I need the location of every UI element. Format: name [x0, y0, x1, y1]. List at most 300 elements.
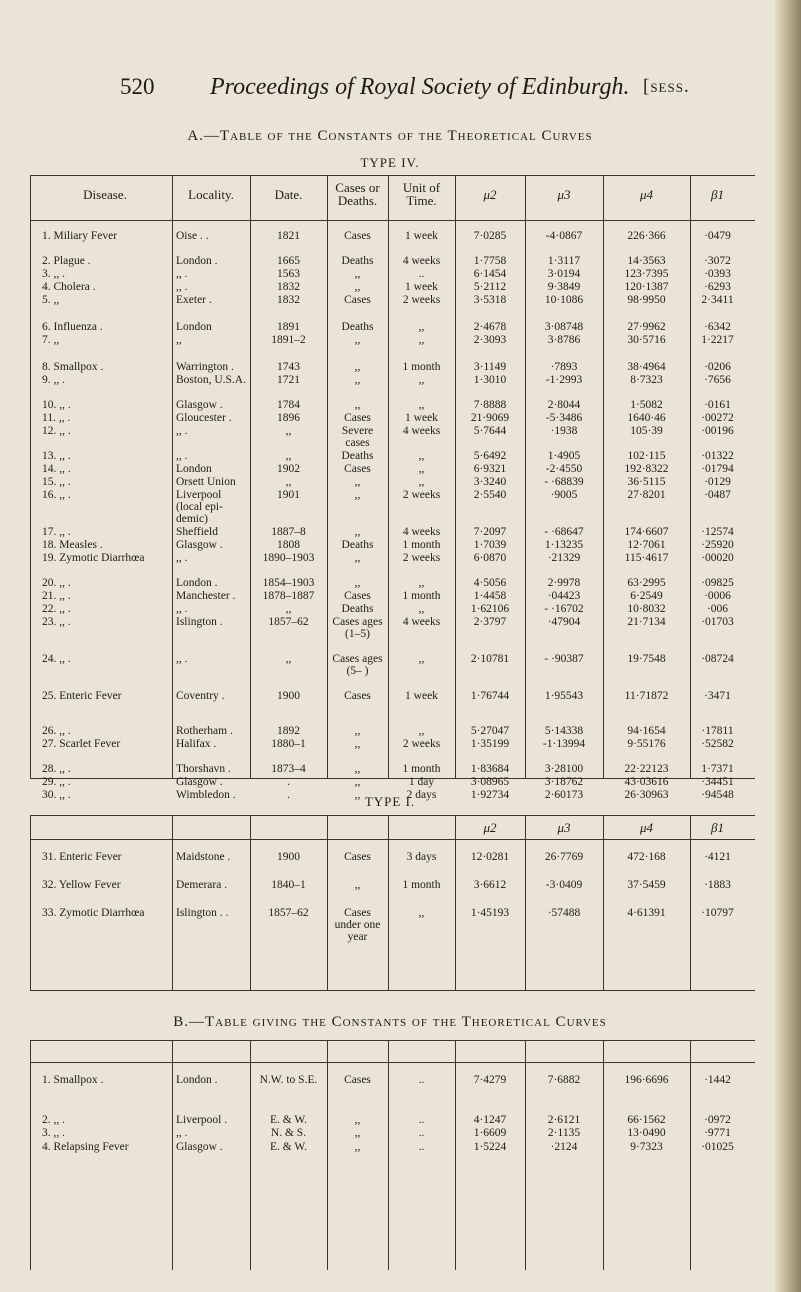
table-cell: 2·1135 — [547, 1127, 581, 1139]
table-cell: ,, — [354, 879, 361, 891]
table-cell: 21·7134 — [627, 616, 666, 628]
table-cell: Gloucester . — [176, 412, 232, 424]
table-cell: 10·8032 — [627, 603, 666, 615]
table-cell: 2·3093 — [473, 334, 507, 346]
column-rule — [388, 815, 389, 990]
table-cell: 1·2217 — [701, 334, 734, 346]
table-cell: 2·4678 — [473, 321, 507, 333]
table-cell: Cases — [344, 230, 371, 242]
table-a2-subtitle: TYPE I. — [364, 794, 416, 809]
table-cell: 9·3849 — [547, 281, 581, 293]
table-cell: Deaths — [341, 450, 374, 462]
table-cell: ,, — [354, 476, 361, 488]
table-cell: 66·1562 — [627, 1114, 666, 1126]
table-cell: 1900 — [277, 690, 300, 702]
table-cell: 174·6607 — [624, 526, 669, 538]
row-rule — [30, 1062, 755, 1063]
column-rule — [250, 175, 251, 778]
table-cell: Glasgow . — [176, 1141, 223, 1153]
table-cell: .. — [418, 1127, 425, 1139]
table-cell: 7·8888 — [473, 399, 507, 411]
table-cell: 2·60173 — [544, 789, 584, 801]
table-cell: ·57488 — [547, 907, 581, 919]
table-cell: 12·7061 — [627, 539, 666, 551]
table-cell: ·0393 — [704, 268, 731, 280]
table-cell: 1·7758 — [473, 255, 507, 267]
table-cell: ,, — [354, 577, 361, 589]
table-cell: 22·22123 — [624, 763, 669, 775]
table-cell: ·00196 — [701, 425, 734, 437]
table-cell: ·0487 — [704, 489, 731, 501]
column-rule — [30, 815, 31, 990]
table-cell: Demerara . — [176, 879, 228, 891]
table-cell: ·10797 — [701, 907, 734, 919]
table-cell: - ·68839 — [544, 476, 584, 488]
table-cell: 19·7548 — [627, 653, 666, 665]
table-cell: Oise . . — [176, 230, 209, 242]
table-cell: ,, — [354, 399, 361, 411]
table-cell: ,, — [354, 361, 361, 373]
row-rule — [30, 990, 755, 991]
table-cell: 1878–1887 — [262, 590, 315, 602]
table-cell: 2·3411 — [701, 294, 734, 306]
table-cell: 2·9978 — [547, 577, 581, 589]
table-cell: ·1442 — [704, 1074, 731, 1086]
table-cell: ,, — [418, 321, 425, 333]
table-cell: ·4121 — [704, 851, 731, 863]
table-cell: 3·6612 — [473, 879, 507, 891]
table-cell: ,, — [354, 725, 361, 737]
table-cell: 11·71872 — [624, 690, 669, 702]
table-cell: ,, — [418, 463, 425, 475]
table-cell: .. — [418, 1114, 425, 1126]
table-cell: 25. Enteric Fever — [42, 690, 122, 702]
table-cell: ·25920 — [701, 539, 734, 551]
running-title: Proceedings of Royal Society of Edinburgh. — [210, 74, 630, 100]
table-cell: 4·61391 — [627, 907, 666, 919]
table-cell: 1·3117 — [547, 255, 581, 267]
table-cell: 123·7395 — [624, 268, 669, 280]
table-cell: ·09825 — [701, 577, 734, 589]
table-cell: 36·5115 — [627, 476, 666, 488]
table-cell: 8·7323 — [630, 374, 663, 386]
table-cell: ,, — [418, 653, 425, 665]
table-cell: 1·83684 — [470, 763, 510, 775]
table-cell: London . — [176, 255, 218, 267]
table-cell: Deaths — [341, 255, 374, 267]
table-cell: 1890–1903 — [262, 552, 315, 564]
table-cell: 1665 — [277, 255, 300, 267]
table-cell: 1 month — [402, 361, 441, 373]
table-cell: Orsett Union — [176, 476, 236, 488]
table-cell: 4 weeks — [402, 526, 441, 538]
table-cell: 1854–1903 — [262, 577, 315, 589]
table-cell: .. — [418, 268, 425, 280]
table-cell: ·1938 — [550, 425, 578, 437]
table-cell: 2 weeks — [402, 489, 441, 501]
table-cell: ,, — [354, 268, 361, 280]
table-cell: 20. ,, . — [42, 577, 71, 589]
table-cell: 1 month — [402, 590, 441, 602]
table-cell: 4. Relapsing Fever — [42, 1141, 129, 1153]
table-cell: Cases — [344, 690, 371, 702]
table-cell: 102·115 — [627, 450, 666, 462]
table-cell: 7·6882 — [547, 1074, 581, 1086]
table-cell: 16. ,, . — [42, 489, 71, 501]
table-cell: 2. ,, . — [42, 1114, 65, 1126]
table-cell: ·34451 — [701, 776, 734, 788]
table-cell: ·00020 — [701, 552, 734, 564]
table-cell: 21. ,, . — [42, 590, 71, 602]
row-rule — [30, 815, 755, 816]
table-cell: 98·9950 — [627, 294, 666, 306]
column-rule — [250, 815, 251, 990]
table-cell: 3·0194 — [547, 268, 581, 280]
column-rule — [327, 175, 328, 778]
page-number: 520 — [120, 74, 155, 99]
table-cell: 1832 — [277, 294, 300, 306]
table-cell: 18. Measles . — [42, 539, 103, 551]
table-cell: 4 weeks — [402, 255, 441, 267]
table-cell: 1743 — [277, 361, 300, 373]
table-cell: Deaths — [341, 603, 374, 615]
table-cell: 3·1149 — [473, 361, 507, 373]
table-cell: 7·4279 — [473, 1074, 507, 1086]
column-header: Cases or Deaths. — [335, 180, 380, 208]
table-cell: 7·0285 — [473, 230, 507, 242]
table-cell: Exeter . — [176, 294, 212, 306]
table-cell: ,, — [418, 374, 425, 386]
table-cell: 32. Yellow Fever — [42, 879, 121, 891]
table-cell: ·3471 — [704, 690, 731, 702]
table-cell: Sheffield — [176, 526, 218, 538]
table-cell: - ·90387 — [544, 653, 584, 665]
column-rule — [525, 1040, 526, 1270]
table-cell: ,, . — [176, 268, 188, 280]
column-rule — [172, 1040, 173, 1270]
table-cell: 17. ,, . — [42, 526, 71, 538]
column-header: β1 — [711, 820, 724, 835]
table-cell: Cases under one year — [334, 907, 381, 943]
table-cell: ·94548 — [701, 789, 734, 801]
page-edge-shadow — [775, 0, 801, 1292]
table-cell: Cases ages (1–5) — [332, 616, 383, 640]
table-cell: 1784 — [277, 399, 300, 411]
table-cell: ·0479 — [704, 230, 731, 242]
table-cell: 13. ,, . — [42, 450, 71, 462]
table-cell: . — [287, 789, 290, 801]
table-cell: 5·6492 — [473, 450, 507, 462]
table-cell: 1902 — [277, 463, 300, 475]
table-cell: 30. ,, . — [42, 789, 71, 801]
table-a-subtitle: TYPE IV. — [360, 155, 420, 170]
table-cell: 27. Scarlet Fever — [42, 738, 121, 750]
table-cell: 1640·46 — [627, 412, 666, 424]
table-cell: 1 day — [408, 776, 435, 788]
table-cell: 10·1086 — [544, 294, 584, 306]
table-cell: ·6293 — [704, 281, 731, 293]
table-cell: 14·3563 — [627, 255, 666, 267]
table-cell: 1808 — [277, 539, 300, 551]
table-cell: Cases — [344, 412, 371, 424]
table-cell: Severe cases — [341, 425, 374, 449]
table-cell: ,, — [354, 738, 361, 750]
table-cell: 1891–2 — [271, 334, 306, 346]
table-cell: ,, — [354, 1114, 361, 1126]
table-cell: 2 weeks — [402, 738, 441, 750]
table-cell: Warrington . — [176, 361, 234, 373]
table-cell: London — [176, 463, 212, 475]
table-cell: ·12574 — [701, 526, 734, 538]
table-cell: 1·3010 — [473, 374, 507, 386]
table-cell: Cases ages (5– ) — [332, 653, 383, 677]
table-cell: 37·5459 — [627, 879, 666, 891]
table-cell: 28. ,, . — [42, 763, 71, 775]
table-cell: 43·03616 — [624, 776, 669, 788]
table-cell: ,, — [285, 653, 292, 665]
table-cell: ·006 — [706, 603, 729, 615]
table-cell: 1887–8 — [271, 526, 306, 538]
table-cell: N.W. to S.E. — [259, 1074, 318, 1086]
table-cell: 3·28100 — [544, 763, 584, 775]
table-cell: ·01322 — [701, 450, 734, 462]
table-cell: -2·4550 — [545, 463, 583, 475]
table-cell: 26·7769 — [544, 851, 584, 863]
table-cell: 94·1654 — [627, 725, 666, 737]
table-cell: 38·4964 — [627, 361, 666, 373]
column-rule — [172, 175, 173, 778]
table-cell: 3·08748 — [544, 321, 584, 333]
table-cell: ,, — [418, 334, 425, 346]
table-cell: 30·5716 — [627, 334, 666, 346]
table-cell: . — [287, 776, 290, 788]
table-cell: 19. Zymotic Diarrhœa — [42, 552, 145, 564]
table-cell: 5·27047 — [470, 725, 510, 737]
table-cell: 1. Miliary Fever — [42, 230, 118, 242]
table-cell: 7. ,, — [42, 334, 60, 346]
table-cell: 4. Cholera . — [42, 281, 96, 293]
table-cell: 2·6121 — [547, 1114, 581, 1126]
table-cell: ·08724 — [701, 653, 734, 665]
table-cell: Deaths — [341, 539, 374, 551]
column-rule — [603, 175, 604, 778]
table-cell: Glasgow . — [176, 399, 223, 411]
table-cell: 4·1247 — [473, 1114, 507, 1126]
table-cell: 5. ,, — [42, 294, 60, 306]
table-cell: 1·45193 — [470, 907, 510, 919]
table-cell: 1·62106 — [470, 603, 510, 615]
table-cell: 9. ,, . — [42, 374, 65, 386]
column-header: β1 — [711, 187, 724, 202]
table-cell: 2 days — [406, 789, 437, 801]
table-cell: 8. Smallpox . — [42, 361, 104, 373]
table-cell: ·7893 — [550, 361, 578, 373]
table-cell: 1901 — [277, 489, 300, 501]
table-cell: Coventry . — [176, 690, 225, 702]
table-cell: 3·3240 — [473, 476, 507, 488]
table-cell: 4·5056 — [473, 577, 507, 589]
column-rule — [603, 1040, 604, 1270]
table-cell: ·01703 — [701, 616, 734, 628]
table-cell: 1 week — [405, 281, 438, 293]
table-cell: ,, . — [176, 603, 188, 615]
table-cell: 9·7323 — [630, 1141, 663, 1153]
table-cell: 3·08965 — [470, 776, 510, 788]
row-rule — [30, 1040, 755, 1041]
table-cell: ,, — [354, 281, 361, 293]
table-cell: 5·2112 — [473, 281, 507, 293]
table-cell: 1·13235 — [544, 539, 584, 551]
table-cell: 6. Influenza . — [42, 321, 103, 333]
table-cell: 1·7371 — [701, 763, 734, 775]
table-cell: 13·0490 — [627, 1127, 666, 1139]
table-cell: ·3072 — [704, 255, 731, 267]
table-cell: 1892 — [277, 725, 300, 737]
table-cell: ,, — [354, 526, 361, 538]
table-cell: 31. Enteric Fever — [42, 851, 122, 863]
table-cell: .. — [418, 1141, 425, 1153]
table-cell: 12·0281 — [470, 851, 510, 863]
table-cell: 1 month — [402, 879, 441, 891]
table-cell: -1·13994 — [542, 738, 586, 750]
table-cell: 1·4905 — [547, 450, 581, 462]
table-cell: Liverpool . — [176, 1114, 228, 1126]
table-cell: 2 weeks — [402, 552, 441, 564]
table-cell: Glasgow . — [176, 539, 223, 551]
table-cell: 26·30963 — [624, 789, 669, 801]
table-cell: 1·76744 — [470, 690, 510, 702]
table-cell: ,, — [418, 476, 425, 488]
table-cell: ,, . — [176, 450, 188, 462]
table-cell: ·7656 — [704, 374, 731, 386]
table-cell: Cases — [344, 851, 371, 863]
column-header: Unit of Time. — [402, 180, 441, 208]
table-cell: ,, — [354, 374, 361, 386]
column-rule — [30, 175, 31, 778]
table-cell: 24. ,, . — [42, 653, 71, 665]
table-cell: Islington . — [176, 616, 223, 628]
table-cell: ·01025 — [701, 1141, 734, 1153]
table-cell: ,, — [418, 725, 425, 737]
table-cell: Cases — [344, 294, 371, 306]
table-cell: 472·168 — [627, 851, 666, 863]
table-cell: 9·55176 — [627, 738, 666, 750]
table-cell: 23. ,, . — [42, 616, 71, 628]
column-rule — [690, 1040, 691, 1270]
table-cell: 3·5318 — [473, 294, 507, 306]
table-cell: ·0006 — [704, 590, 731, 602]
table-cell: ,, . — [176, 653, 188, 665]
table-cell: 226·366 — [627, 230, 666, 242]
table-cell: 1·5082 — [630, 399, 663, 411]
table-cell: 14. ,, . — [42, 463, 71, 475]
table-cell: 1821 — [277, 230, 300, 242]
table-cell: 2·5540 — [473, 489, 507, 501]
column-rule — [388, 1040, 389, 1270]
table-cell: 2. Plague . — [42, 255, 91, 267]
table-cell: London — [176, 321, 212, 333]
table-cell: 6·2549 — [630, 590, 663, 602]
table-cell: 1880–1 — [271, 738, 306, 750]
table-cell: ,, — [354, 334, 361, 346]
table-cell: 3·8786 — [547, 334, 581, 346]
table-cell: 33. Zymotic Diarrhœa — [42, 907, 145, 919]
column-rule — [30, 1040, 31, 1270]
table-cell: E. & W. — [269, 1114, 308, 1126]
table-cell: Cases — [344, 463, 371, 475]
table-cell: ·0161 — [704, 399, 731, 411]
table-cell: ·04423 — [547, 590, 581, 602]
table-cell: Cases — [344, 590, 371, 602]
table-cell: ·9771 — [704, 1127, 731, 1139]
table-cell: Manchester . — [176, 590, 236, 602]
column-rule — [690, 175, 691, 778]
table-cell: 4 weeks — [402, 616, 441, 628]
table-cell: ,, — [176, 334, 182, 346]
table-cell: 26. ,, . — [42, 725, 71, 737]
table-cell: ·52582 — [701, 738, 734, 750]
column-header: μ3 — [557, 820, 571, 835]
table-cell: ·6342 — [704, 321, 731, 333]
table-cell: 6·0870 — [473, 552, 507, 564]
table-cell: ·47904 — [547, 616, 581, 628]
table-cell: ,, — [354, 1127, 361, 1139]
table-cell: 1 week — [405, 230, 438, 242]
column-rule — [327, 1040, 328, 1270]
table-cell: 12. ,, . — [42, 425, 71, 437]
table-cell: London . — [176, 577, 218, 589]
row-rule — [30, 175, 755, 176]
table-cell: -1·2993 — [545, 374, 583, 386]
running-header — [0, 74, 780, 110]
table-cell: - ·68647 — [544, 526, 584, 538]
table-cell: ,, . — [176, 281, 188, 293]
column-rule — [327, 815, 328, 990]
table-cell: Rotherham . — [176, 725, 233, 737]
row-rule — [30, 839, 755, 840]
table-cell: 3. ,, . — [42, 1127, 65, 1139]
table-cell: 1·95543 — [544, 690, 584, 702]
table-cell: ,, . — [176, 1127, 188, 1139]
table-cell: 105·39 — [630, 425, 663, 437]
table-cell: ·0129 — [704, 476, 731, 488]
table-cell: 1840–1 — [271, 879, 306, 891]
table-cell: ·0206 — [704, 361, 731, 373]
column-rule — [388, 175, 389, 778]
table-cell: 1900 — [277, 851, 300, 863]
table-cell: ,, — [418, 399, 425, 411]
column-rule — [690, 815, 691, 990]
table-cell: 120·1387 — [624, 281, 669, 293]
table-cell: 2·8044 — [547, 399, 581, 411]
column-rule — [525, 175, 526, 778]
table-cell: 2 weeks — [402, 294, 441, 306]
table-cell: Wimbledon . — [176, 789, 236, 801]
table-cell: 115·4617 — [624, 552, 669, 564]
table-cell: 3 days — [406, 851, 437, 863]
table-cell: ·00272 — [701, 412, 734, 424]
column-header: Locality. — [188, 187, 234, 202]
table-cell: 1·4458 — [473, 590, 507, 602]
table-cell: ,, — [354, 1141, 361, 1153]
table-cell: ·9005 — [550, 489, 578, 501]
table-cell: 192·8322 — [624, 463, 669, 475]
table-cell: 11. ,, . — [42, 412, 71, 424]
table-cell: ,, — [418, 907, 425, 919]
table-cell: 1832 — [277, 281, 300, 293]
table-cell: ,, — [354, 763, 361, 775]
table-cell: Cases — [344, 1074, 371, 1086]
